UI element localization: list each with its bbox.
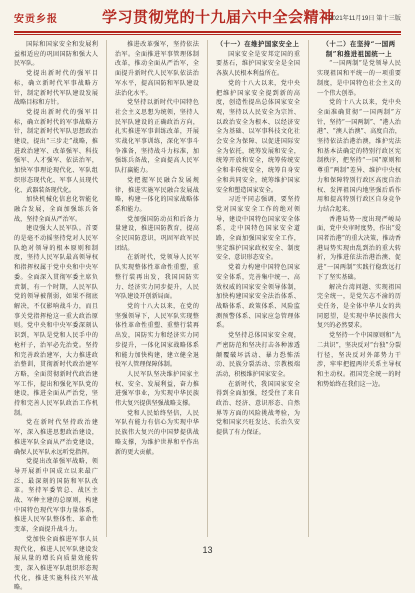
- paragraph: 党加快全面推进军事人员现代化，推进人民军队建设发展从量的增长向质量效能转变，深入推进军队组织形态现代化，推进实施科技兴军战略。: [14, 535, 98, 592]
- paragraph: 在新时代，党领导人民军队实现整体性革命性重塑，重整行装再出发，我国国防实力、经济实力同步提升，人民军队建设开创新局面。: [115, 254, 199, 301]
- paragraph: 推进改革强军，坚持依法治军。全面推进军事管理体制改革，推动全面从严治军，全面提升新时代人民军队依法治军水平，提高国防和军队建设法治化水平。: [115, 41, 199, 97]
- column-4: [317, 40, 401, 537]
- paragraph: 党在新时代坚持政治建军，深入推进思想政治建设，推进军队全面从严治党建设，确保人民军队永远听党指挥。: [14, 419, 98, 456]
- section-subheading: （十一）在维护国家安全上: [216, 40, 300, 48]
- page-number: 13: [202, 545, 213, 555]
- paragraph: 党的十八大以来，党中央把维护国家安全提到新的高度，创造性提出总体国家安全观，坚持以人民安全为宗旨、以政治安全为根本、以经济安全为基础、以军事科技文化社会安全为保障、以促进国际安全为依托，统筹发展和安全，统筹开放和安全，统筹传统安全和非传统安全，统筹自身安全和共同安全，统筹维护国家安全和塑造国家安全。: [216, 79, 300, 194]
- column-2: [115, 40, 199, 537]
- column-divider: [106, 40, 107, 537]
- paragraph: 党的十八大以来，在党的坚强领导下，人民军队实现整体性革命性重塑、重整行装再出发，国防实力和经济实力同步提升，一体化国家战略体系和能力加快构建，建立健全退役军人管理保障体制。: [115, 302, 199, 369]
- paragraph: 国际和国家安全和发展利益相适应的巩固国防和强大人民军队。: [14, 41, 98, 68]
- paragraph: 党提出改革强军战略，领导开展新中国成立以来最广泛、最深刻的国防和军队改革。坚持军委管总、战区主战、军种主建的总原则，构建中国特色现代军事力量体系，推进人民军队整体性、革命性变革，全面提升战斗力。: [14, 458, 98, 534]
- paragraph: 建设强大人民军队。首要的是毫不动摇坚持党对人民军队绝对领导的根本原则和制度，坚持人民军队最高领导权和指挥权属于党中央和中央军委。全面深入贯彻军委主席负责制，有一个时期，人民军队党的领导被削弱，如果不彻底解决，不仅影响战斗力，而且事关党指挥枪这一重大政治原则。党中央和中央军委深刻认识到，军队是党和人民手中的枪杆子，治军必先治党。坚持和完善政治建军，大力推进政治整训，贯彻新时代政治建军方略，全面贯彻新时代政治建军工作，提出和强化军队党的建设，推进全面从严治党，坚持和完善人民军队政治工作机制。: [14, 225, 98, 417]
- paragraph: 党把握军民融合发展规律，推进实施军民融合发展战略，构建一体化的国家战略体系和能力。: [115, 176, 199, 213]
- paragraph: 党和人民始终坚信，人民军队有能力有信心为实现中华民族伟大复兴的中国梦提供战略支撑，为维护世界和平作出新的更大贡献。: [115, 409, 199, 456]
- paragraph: 党的十八大以来，党中央全面准确贯彻“一国两制”方针，坚持“一国两制”、“港人治港”、“澳人治澳”、高度自治，坚持依法治港治澳，维护宪法和基本法确定的特别行政区宪制秩序，把坚持“一国”原则和尊重“两制”差异、维护中央权力和保障特别行政区高度自治权、发挥祖国内地坚强后盾作用和提高特别行政区自身竞争力结合起来。: [317, 99, 401, 213]
- paragraph: 党坚持以新时代中国特色社会主义思想为统领，坚持人民军队建设的正确政治方向，扎实推进军事训练改革，开展实战化军事训练，深化军事斗争准备，坚持战斗力标准，加强练兵备战，全面提高人民军队打赢能力。: [115, 99, 199, 175]
- paragraph: 习近平同志强调，要坚持党对国家安全工作的绝对领导，建设中国特色国家安全体系，走中国特色国家安全道路，全面加强国家安全工作，坚定维护国家政权安全、制度安全、意识形态安全。: [216, 196, 300, 262]
- header-rule: [14, 31, 401, 33]
- section-subheading: （十二）在坚持“一国两制”和推进祖国统一上: [322, 40, 396, 58]
- header-rule-thin: [14, 34, 401, 35]
- column-3: [216, 40, 300, 537]
- paragraph: 党加强国防动员和后备力量建设，推进国防教育，提高全民国防意识，巩固军政军民团结。: [115, 215, 199, 252]
- column-divider: [207, 40, 208, 537]
- paragraph: 香港局势一度出现严峻局面，党中央审时度势，作出“爱国者治港”的重大决策，推动香港局势实现由乱到治的重大转折，为推进依法治港治澳、促进“一国两制”实践行稳致远打下了坚实基础。: [317, 215, 401, 281]
- page-header: [14, 6, 401, 32]
- paragraph: 党提出新时代的强军目标，确立新时代军事战略方针，制定新时代军队建设发展战略目标和方针。: [14, 70, 98, 107]
- paragraph: 加快机械化信息化智能化融合发展，全面加强练兵备战，坚持全面从严治军。: [14, 196, 98, 223]
- page-headline: 学习贯彻党的十九届六中全会精神: [102, 8, 335, 26]
- paragraph: 人民军队坚决维护国家主权、安全、发展利益，奋力推进强军事业，为实现中华民族伟大复兴提供坚强战略支撑。: [115, 370, 199, 408]
- paragraph: 党着力构建中国特色国家安全体系，完善集中统一、高效权威的国家安全领导体制，加快构建国家安全法治体系、战略体系、政策体系、风险监测预警体系、国家应急管理体系。: [216, 264, 300, 330]
- paragraph: 在新时代，我国国家安全得到全面加强，经受住了来自政治、经济、意识形态、自然界等方面的风险挑战考验，为党和国家兴旺发达、长治久安提供了有力保证。: [216, 380, 300, 437]
- column-divider: [308, 40, 309, 537]
- paragraph: 国家安全是安邦定国的重要基石，维护国家安全是全国各族人民根本利益所在。: [216, 50, 300, 78]
- paragraph: 党提出新时代的强军目标，确立新时代的军事战略方针，制定新时代军队思想政治建设，提出“三步走”战略，推进政治建军、改革强军、科技强军、人才强军、依法治军，加快军事理论现代化、军队组织形态现代化、军事人员现代化、武器装备现代化。: [14, 108, 98, 194]
- issue-date: 2021年11月19日 第十三版: [328, 15, 401, 22]
- paragraph: 解决台湾问题、实现祖国完全统一，是党矢志不渝的历史任务，是全体中华儿女的共同愿望，是实现中华民族伟大复兴的必然要求。: [317, 283, 401, 330]
- newspaper-logo: 安贡乡报: [14, 14, 58, 25]
- paragraph: 党坚持一个中国原则和“九二共识”，坚决反对“台独”分裂行径，坚决反对外部势力干涉，牢牢把握两岸关系主导权和主动权。祖国完全统一的时和势始终在我们这一边。: [317, 332, 401, 388]
- paragraph: “一国两制”是党领导人民实现祖国和平统一的一项重要制度，是中国特色社会主义的一个伟大创举。: [317, 60, 401, 97]
- paragraph: 党坚持总体国家安全观，严密防范和坚决打击各种渗透颠覆破坏活动、暴力恐怖活动、民族分裂活动、宗教极端活动，积极维护国家安全。: [216, 332, 300, 378]
- column-1: [14, 40, 98, 592]
